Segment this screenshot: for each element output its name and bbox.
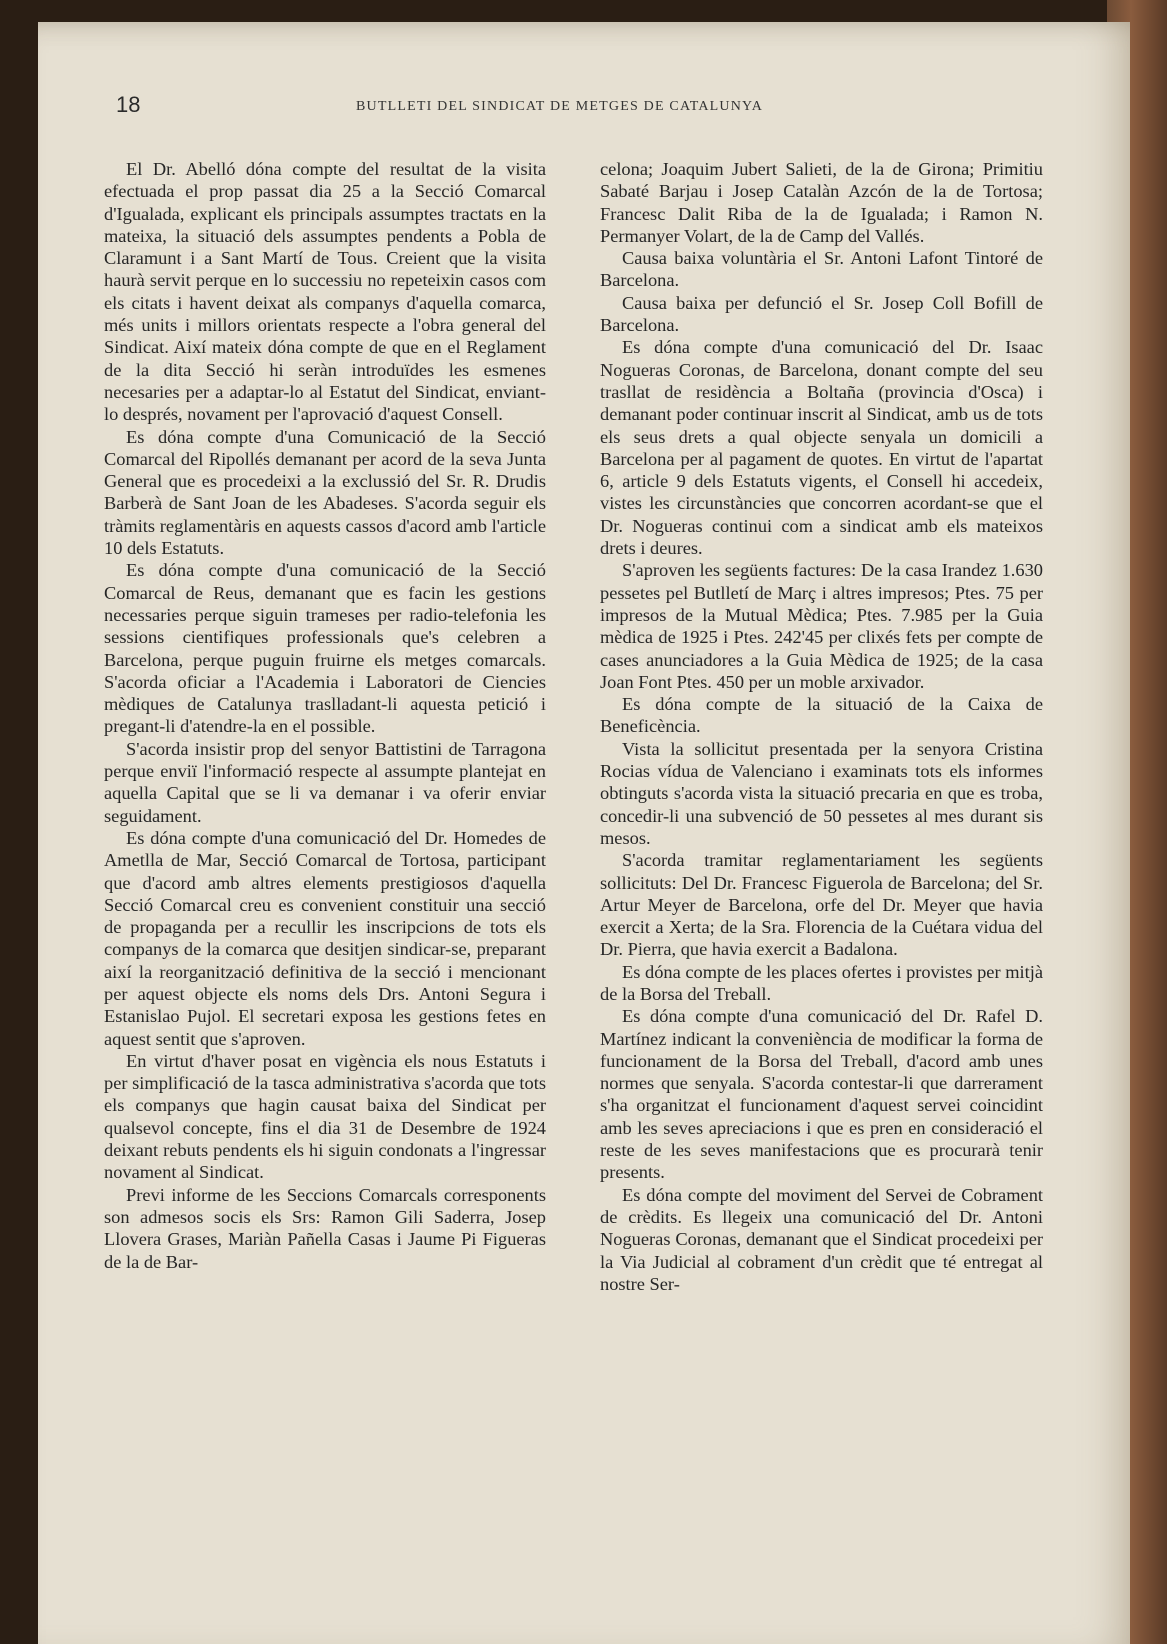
left-column <box>104 158 546 1273</box>
paragraph: Vista la sollicitut presentada per la senyora Cristina Rocias vídua de Valenciano i examinats tots els informes obtinguts s'acorda vista la situació precaria en que es troba, concedir-li una subvenció de 50 pessetes al mes durant sis mesos. <box>600 738 1043 848</box>
paragraph-continued: celona; Joaquim Jubert Salieti, de la de Girona; Primitiu Sabaté Barjau i Josep Catalàn Azcón de la de Tortosa; Francesc Dalit Riba de la de Igualada; i Ramon N. Permanyer Volart, de la de Camp del Vallés. <box>600 159 1043 246</box>
paragraph: Causa baixa voluntària el Sr. Antoni Lafont Tintoré de Barcelona. <box>600 248 1043 291</box>
paragraph: Es dóna compte d'una comunicació del Dr. Homedes de Ametlla de Mar, Secció Comarcal de Tortosa, participant que d'acord amb altres elements prestigiosos d'aquella Secció Comarcal creu es convenient constituir una secció de propaganda per a recullir les inscripcions de tots els companys de la comarca que desitjen sindicar-se, preparant així la reorganització definitiva de la secció i mencionant per aquest objecte els noms dels Drs. Antoni Segura i Estanislao Pujol. El secretari exposa les gestions fetes en aquest sentit que s'aproven. <box>104 827 546 1049</box>
right-column <box>600 158 1043 1295</box>
paragraph: S'aproven les següents factures: De la casa Irandez 1.630 pessetes pel Butlletí de Març i altres impresos; Ptes. 75 per impresos de la Mutual Mèdica; Ptes. 7.985 per la Guia mèdica de 1925 i Ptes. 242'45 per clixés fets per compte de cases anunciadores a la Guia Mèdica de 1925; de la casa Joan Font Ptes. 450 per un moble arxivador. <box>600 560 1043 692</box>
paragraph: Es dóna compte d'una comunicació de la Secció Comarcal de Reus, demanant que es facin les gestions necessaries perque siguin trameses per radio-telefonia les sessions cientifiques professionals que's celebren a Barcelona, perque puguin fruirne els metges comarcals. S'acorda oficiar a l'Academia i Laboratori de Ciencies mèdiques de Catalunya traslladant-li aquesta petició i pregant-li d'atendre-la en el possible. <box>104 560 546 737</box>
paragraph: Previ informe de les Seccions Comarcals corresponents son admesos socis els Srs: Ramon Gili Saderra, Josep Llovera Grases, Mariàn Pañella Casas i Jaume Pi Figueras de la de Bar- <box>104 1184 546 1272</box>
paragraph: S'acorda insistir prop del senyor Battistini de Tarragona perque enviï l'informació respecte al assumpte plantejat en aquella Capital que se li va demanar i va oferir enviar seguidament. <box>104 738 546 826</box>
paragraph: Es dóna compte d'una comunicació del Dr. Rafel D. Martínez indicant la conveniència de modificar la forma de funcionament de la Borsa del Treball, d'acord amb unes normes que senyala. S'acorda contestar-li que darrerament s'ha organitzat el funcionament d'aquest servei coincidint amb les seves apreciacions i que es pren en consideració el reste de les seves manifestacions que es procurarà tenir presents. <box>600 1006 1043 1183</box>
paragraph: Es dóna compte del moviment del Servei de Cobrament de crèdits. Es llegeix una comunicació del Dr. Antoni Nogueras Coronas, demanant que el Sindicat procedeixi per la Via Judicial al cobrament d'un crèdit que té entregat al nostre Ser- <box>600 1184 1043 1294</box>
paragraph: Causa baixa per defunció el Sr. Josep Coll Bofill de Barcelona. <box>600 292 1043 336</box>
paragraph: En virtut d'haver posat en vigència els nous Estatuts i per simplificació de la tasca administrativa s'acorda que tots els companys que hagin causat baixa del Sindicat per qualsevol concepte, fins el dia 31 de Desembre de 1924 deixant rebuts pendents els hi siguin condonats a l'ingressar novament al Sindicat. <box>104 1050 546 1183</box>
paragraph: S'acorda tramitar reglamentariament les següents sollicituts: Del Dr. Francesc Figuerola de Barcelona; del Sr. Artur Meyer de Barcelona, orfe del Dr. Meyer que havia exercit a Xerta; de la Sra. Florencia de la Cuétara vidua del Dr. Pierra, que havia exercit a Badalona. <box>600 850 1043 960</box>
paragraph: Es dóna compte d'una Comunicació de la Secció Comarcal del Ripollés demanant per acord de la seva Junta General que es procedeixi a la exclussió del Sr. R. Drudis Barberà de Sant Joan de les Abadeses. S'acorda seguir els tràmits reglamentàris en aquests cassos d'acord amb l'article 10 dels Estatuts. <box>104 426 546 559</box>
running-title: BUTLLETI DEL SINDICAT DE METGES DE CATALUNYA <box>356 99 764 114</box>
paragraph: El Dr. Abelló dóna compte del resultat de la visita efectuada el prop passat dia 25 a la Secció Comarcal d'Igualada, explicant els principals assumptes tractats en la mateixa, la situació dels assumptes pendents a Pobla de Claramunt i a Sant Martí de Tous. Creient que la visita haurà servit perque en lo successiu no repeteixin casos com els citats i havent deixat als companys d'aquella comarca, més units i millors orientats respecte a l'obra general del Sindicat. Així mateix dóna compte de que en el Reglament de la dita Secció hi seràn introduïdes les esmenes necesaries per a adaptar-lo al Estatut del Sindicat, enviant-lo després, novament per l'aprovació d'aquest Consell. <box>104 159 546 425</box>
page-header <box>116 92 896 132</box>
paragraph: Es dóna compte de la situació de la Caixa de Beneficència. <box>600 694 1043 737</box>
paragraph: Es dóna compte de les places ofertes i provistes per mitjà de la Borsa del Treball. <box>600 961 1043 1004</box>
page-number: 18 <box>116 92 141 117</box>
paragraph: Es dóna compte d'una comunicació del Dr. Isaac Nogueras Coronas, de Barcelona, donant compte del seu trasllat de residència a Boltaña (provincia d'Osca) i demanant poder continuar inscrit al Sindicat, amb us de tots els seus drets a qual objecte senyala un domicili a Barcelona per al pagament de quotes. En virtut de l'apartat 6, article 9 dels Estatuts vigents, el Consell hi accedeix, vistes les circunstàncies que concorren acordant-se que el Dr. Nogueras continui com a sindicat amb els mateixos drets i deures. <box>600 337 1043 559</box>
